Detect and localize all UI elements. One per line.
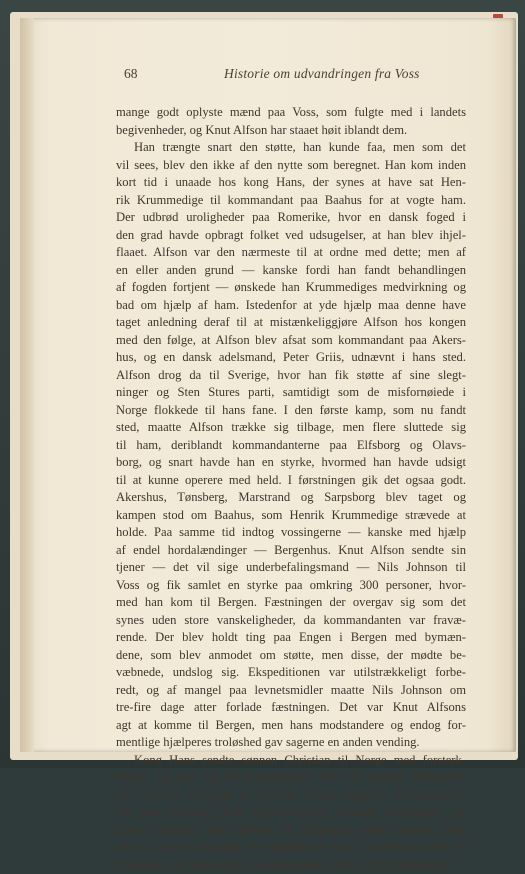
text-line: Kong Hans sendte sønnen Christian til Norge med forsterk- — [116, 752, 466, 770]
text-line: Voss og fik samlet en styrke paa omkring 300 personer, hvor- — [116, 577, 466, 595]
text-line: Alfson drog da til Sverige, hvor han fik støtte af sine slegt- — [116, 367, 466, 385]
text-line: Akershus, Tønsberg, Marstrand og Sarpsborg blev taget og — [116, 489, 466, 507]
text-line: sted, maatte Alfson trække sig tilbage, men flere sluttede sig — [116, 419, 466, 437]
page-gutter — [20, 18, 34, 752]
text-line: til ham, deriblandt kommandanterne paa Elfsborg og Olavs- — [116, 437, 466, 455]
text-line: agt at komme til Bergen, men hans modstandere og endog for- — [116, 717, 466, 735]
text-line: rende. Der blev holdt ting paa Engen i Bergen med bymæn- — [116, 629, 466, 647]
text-line: mentlige hjælperes troløshed gav sagerne en anden vending. — [116, 734, 466, 752]
text-line: kort tid i unaade hos kong Hans, der synes at have sat Hen- — [116, 174, 466, 192]
text-line: ninger og Sten Stures parti, samtidigt som de misfornøiede i — [116, 384, 466, 402]
text-line: den grad havde opbragt folket ved udsugelser, at han blev ihjel- — [116, 227, 466, 245]
text-line: Norge flokkede til hans fane. I den første kamp, som nu fandt — [116, 402, 466, 420]
text-line: Der udbrød uroligheder paa Romerike, hvor en dansk foged i — [116, 209, 466, 227]
body-text — [116, 104, 466, 874]
text-line: med han kom til Bergen. Fæstningen der overgav sig som det — [116, 594, 466, 612]
text-line: borg, og snart havde han en styrke, hvormed han havde udsigt — [116, 454, 466, 472]
text-line: med den følge, at Alfson blev afsat som kommandant paa Akers- — [116, 332, 466, 350]
text-line: til at kunne operere med held. I førstningen gik det ogsaa godt. — [116, 472, 466, 490]
text-line: ten paa Elfsborg, Erik Gyldenstjerne, overgav fæstningen, og — [116, 804, 466, 822]
text-line: hus, og en dansk adelsmand, Peter Griis, udnævnt i hans sted. — [116, 349, 466, 367]
text-line: rik Krummedige til kommandant paa Baahus for at vogte ham. — [116, 192, 466, 210]
text-line: ter. Alfsons beleiring af Baahus maatte opgives. Kommandan- — [116, 787, 466, 805]
text-line: af endel hordalændinger — Bergenhus. Knut Alfson sendte sin — [116, 542, 466, 560]
text-line: af fogden fortjent — ønskede han Krummediges medvirkning og — [116, 279, 466, 297]
text-line: Han trængte snart den støtte, han kunde faa, men som det — [116, 139, 466, 157]
text-line: ninger, og han tog da kommandoen over de danske stridskræf- — [116, 769, 466, 787]
text-line: begivenheder, og Knut Alfson har staaet høit iblandt dem. — [116, 122, 466, 140]
text-line: flaaet. Alfson var den nærmeste til at ordne med dette; men af — [116, 244, 466, 262]
text-line: holde. Paa samme tid indtog vossingerne — kanske med hjælp — [116, 524, 466, 542]
page-number: 68 — [124, 66, 138, 82]
text-line: en eller anden grund — kanske fordi han fandt behandlingen — [116, 262, 466, 280]
text-line: prins Christian, som derved fik stillingen under kontrol, drog — [116, 822, 466, 840]
text-line: kampen stod om Baahus, som Henrik Krummedige strævede at — [116, 507, 466, 525]
text-line: redt, og af mangel paa levnetsmidler maatte Nils Johnson om — [116, 682, 466, 700]
text-line: vil sees, blev den ikke af den nytte som beregnet. Han kom inden — [116, 157, 466, 175]
text-line: bad om hjælp af ham. Istedenfor at yde hjælp maa denne have — [116, 297, 466, 315]
text-line: dene, som blev anmodet om støtte, men disse, der mødte be- — [116, 647, 466, 665]
text-line: taget anledning deraf til at mistænkeliggjøre Alfson hos kongen — [116, 314, 466, 332]
page-header — [104, 66, 464, 88]
text-line: væbnede, undslog sig. Ekspeditionen var utilstrækkeligt forbe- — [116, 664, 466, 682]
text-line: mange godt oplyste mænd paa Voss, som fulgte med i landets — [116, 104, 466, 122]
running-title: Historie om udvandringen fra Voss — [224, 66, 420, 82]
text-line: Danmark, idet han overgav kommandoen til Henrik Krummedige. — [116, 857, 466, 874]
text-line: efter at have foretaget en ekspedition ind i Värmland atter til — [116, 839, 466, 857]
text-line: tre-fire dage atter forlade fæstningen. Det var Knut Alfsons — [116, 699, 466, 717]
text-line: synes uden store vanskeligheder, da kommandanten var fravæ- — [116, 612, 466, 630]
text-line: tjener — det vil sige underbefalingsmand — Nils Johnson til — [116, 559, 466, 577]
